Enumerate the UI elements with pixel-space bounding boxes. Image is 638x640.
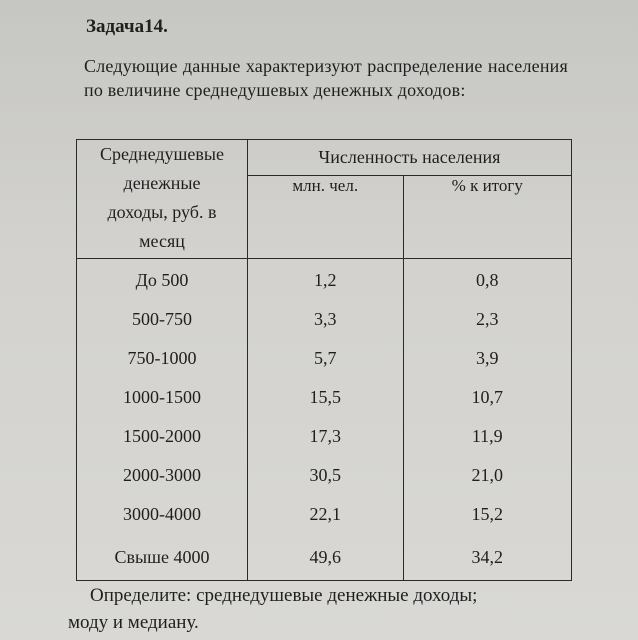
header-mln-people: млн. чел. bbox=[248, 175, 404, 258]
header-population: Численность населения bbox=[248, 140, 572, 176]
header-percent-total: % к итогу bbox=[403, 175, 571, 258]
cell-percent: 11,9 bbox=[403, 417, 571, 456]
cell-mln-people: 3,3 bbox=[248, 300, 404, 339]
header-income-line: денежные bbox=[123, 173, 201, 193]
task-instruction: Определите: среднедушевые денежные доходы; bbox=[90, 585, 478, 606]
cell-percent: 21,0 bbox=[403, 456, 571, 495]
cell-percent: 0,8 bbox=[403, 259, 571, 301]
cell-income-range: 750-1000 bbox=[77, 339, 248, 378]
cell-income-range: Свыше 4000 bbox=[77, 534, 248, 581]
header-income-line: Среднедушевые bbox=[100, 144, 224, 164]
intro-paragraph: Следующие данные характеризуют распределение населения по величине среднедушевых денежных доходов: bbox=[84, 56, 568, 100]
table-row bbox=[77, 456, 572, 495]
cell-mln-people: 30,5 bbox=[248, 456, 404, 495]
table-row bbox=[77, 378, 572, 417]
cell-mln-people: 15,5 bbox=[248, 378, 404, 417]
cell-mln-people: 22,1 bbox=[248, 495, 404, 534]
cell-percent: 34,2 bbox=[403, 534, 571, 581]
table-row bbox=[77, 417, 572, 456]
cell-mln-people: 49,6 bbox=[248, 534, 404, 581]
cell-income-range: До 500 bbox=[77, 259, 248, 301]
income-distribution-table bbox=[76, 139, 572, 581]
cell-mln-people: 5,7 bbox=[248, 339, 404, 378]
table-row bbox=[77, 495, 572, 534]
table-body bbox=[77, 259, 572, 581]
cell-percent: 2,3 bbox=[403, 300, 571, 339]
cell-income-range: 3000-4000 bbox=[77, 495, 248, 534]
cell-percent: 15,2 bbox=[403, 495, 571, 534]
cell-income-range: 500-750 bbox=[77, 300, 248, 339]
table-row bbox=[77, 300, 572, 339]
table-row bbox=[77, 259, 572, 301]
header-income-line: доходы, руб. в bbox=[107, 202, 217, 222]
task-instruction-continued: моду и медиану. bbox=[68, 612, 199, 633]
table-row bbox=[77, 339, 572, 378]
table-row bbox=[77, 534, 572, 581]
cell-percent: 3,9 bbox=[403, 339, 571, 378]
cell-percent: 10,7 bbox=[403, 378, 571, 417]
cell-income-range: 1000-1500 bbox=[77, 378, 248, 417]
cell-income-range: 2000-3000 bbox=[77, 456, 248, 495]
task-heading: Задача14. bbox=[86, 16, 168, 37]
header-income-line: месяц bbox=[139, 231, 185, 251]
header-income bbox=[77, 140, 248, 259]
cell-income-range: 1500-2000 bbox=[77, 417, 248, 456]
cell-mln-people: 1,2 bbox=[248, 259, 404, 301]
cell-mln-people: 17,3 bbox=[248, 417, 404, 456]
